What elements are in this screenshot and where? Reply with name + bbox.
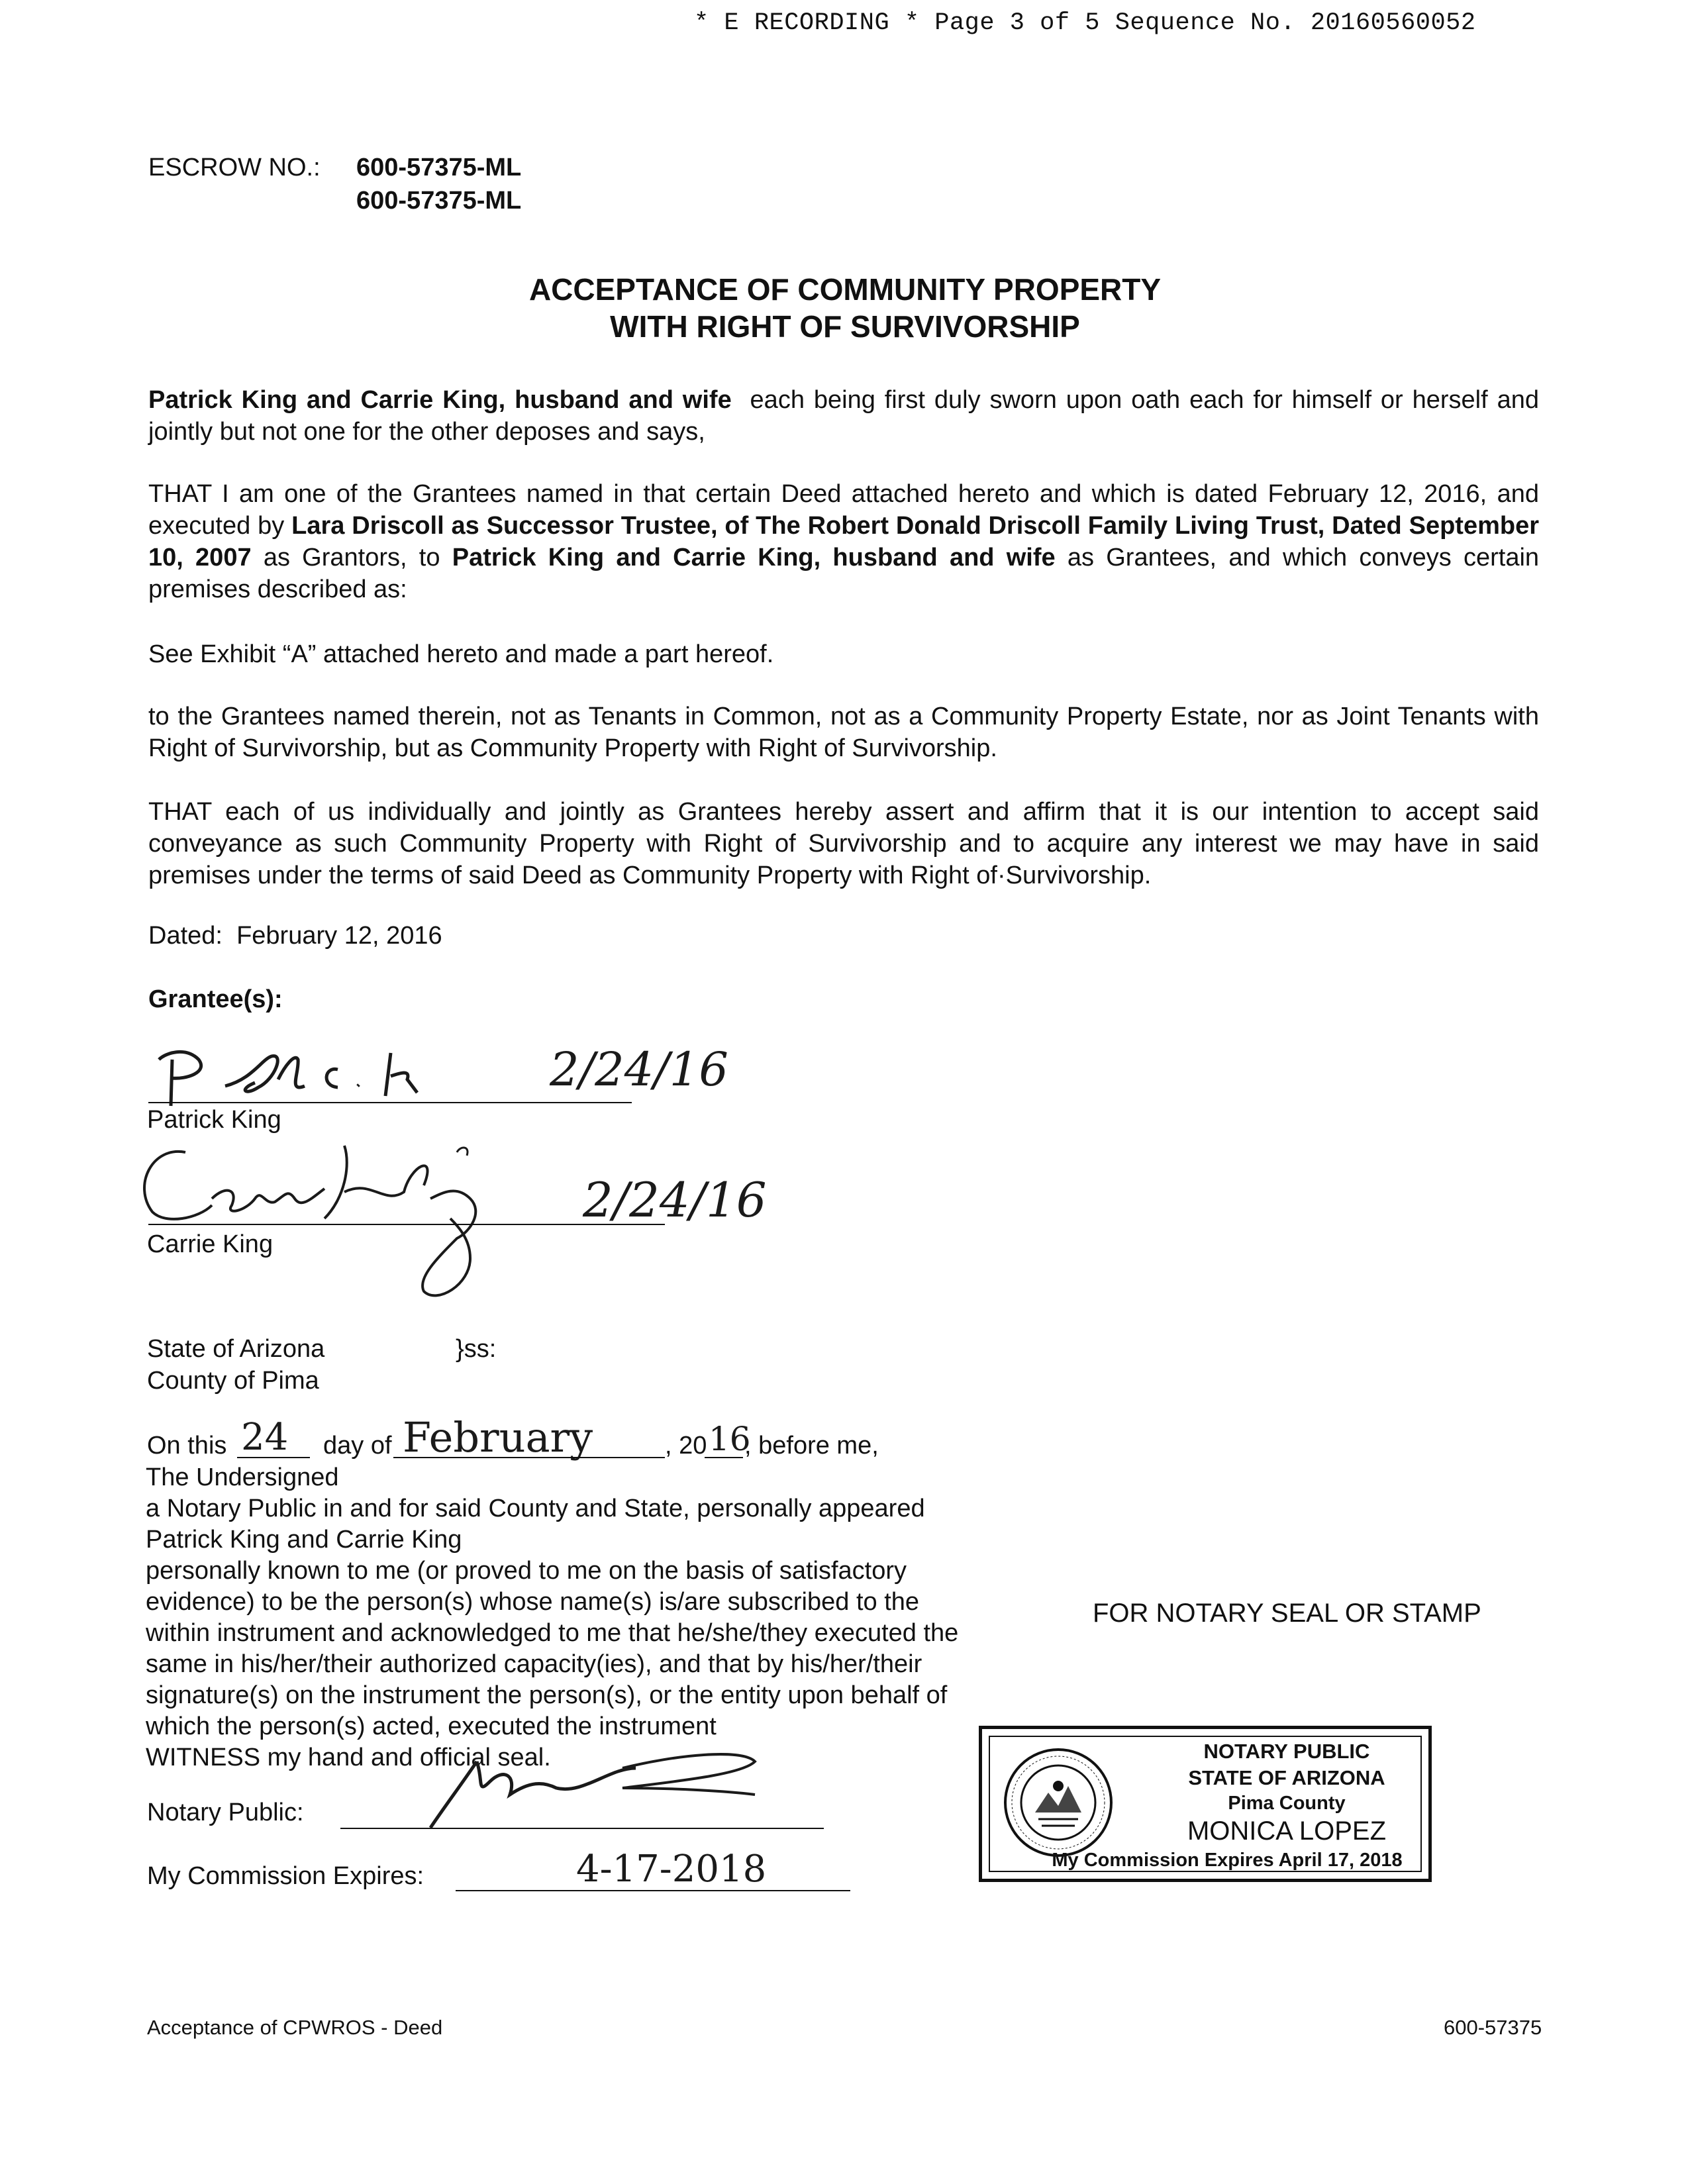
notary-signature-line <box>340 1828 824 1829</box>
stamp-line-5: My Commission Expires April 17, 2018 <box>1052 1850 1403 1871</box>
deed-text-2: as Grantors, to <box>263 544 440 571</box>
commission-expires-label: My Commission Expires: <box>147 1862 424 1890</box>
day-underline <box>237 1457 310 1458</box>
year-underline <box>705 1457 743 1458</box>
acknowledgment-day: 24 <box>241 1416 289 1459</box>
venue-ss: }ss: <box>456 1335 497 1363</box>
ack-line: evidence) to be the person(s) whose name(s) is/are subscribed to the <box>146 1588 920 1616</box>
stamp-line-4: MONICA LOPEZ <box>1187 1816 1387 1846</box>
ack-line: a Notary Public in and for said County and State, personally appeared <box>146 1495 925 1522</box>
oath-paragraph <box>148 384 1539 448</box>
patrick-signature-line <box>148 1102 632 1103</box>
dated-line: Dated: February 12, 2016 <box>148 922 442 950</box>
escrow-number-2: 600-57375-ML <box>356 187 522 215</box>
carrie-signature-date: 2/24/16 <box>583 1172 767 1228</box>
arizona-seal-icon <box>1002 1746 1115 1859</box>
document-title-line-2: WITH RIGHT OF SURVIVORSHIP <box>610 309 1080 344</box>
oath-text: each being first duly sworn upon oath each for himself or herself and jointly but not one for the other deposes and says, <box>148 386 1539 446</box>
footer-right: 600-57375 <box>1444 2016 1542 2039</box>
deed-text-1: THAT I am one of the Grantees named in that certain Deed attached hereto and which is dated February 12, 2016, and executed by <box>148 480 1539 540</box>
recording-header: * E RECORDING * Page 3 of 5 Sequence No. 20160560052 <box>694 9 1476 37</box>
carrie-signature-line <box>148 1224 665 1225</box>
escrow-number-1: 600-57375-ML <box>356 154 522 181</box>
commission-line <box>456 1890 850 1891</box>
exhibit-paragraph: See Exhibit “A” attached hereto and made a part hereof. <box>148 640 774 668</box>
day-of-label: day of <box>323 1432 392 1460</box>
ack-line: Patrick King and Carrie King <box>146 1526 462 1554</box>
ack-line: The Undersigned <box>146 1464 339 1491</box>
carrie-king-name: Carrie King <box>147 1230 273 1258</box>
notary-stamp <box>979 1726 1432 1882</box>
affirmation-paragraph: THAT each of us individually and jointly as Grantees hereby assert and affirm that it is our intention to accept said conveyance as such Community Property with Right of Survivorship and to acquire any interest we may have in said premises under the terms of said Deed as Community Property with Right of·Survivorship. <box>148 798 1539 889</box>
acknowledgment-month: February <box>403 1413 593 1462</box>
grantees-names-2: Patrick King and Carrie King, husband and wife <box>452 544 1056 571</box>
before-me-label: , before me, <box>744 1432 879 1460</box>
ack-line: within instrument and acknowledged to me that he/she/they executed the <box>146 1619 959 1647</box>
stamp-line-1: NOTARY PUBLIC <box>1203 1740 1370 1763</box>
notary-signature <box>424 1742 768 1834</box>
ack-line: signature(s) on the instrument the person(s), or the entity upon behalf of <box>146 1681 948 1709</box>
deed-paragraph <box>148 478 1539 605</box>
ack-line: which the person(s) acted, executed the instrument <box>146 1712 717 1740</box>
patrick-king-name: Patrick King <box>147 1106 281 1134</box>
stamp-line-2: STATE OF ARIZONA <box>1188 1766 1385 1789</box>
carrie-king-signature <box>126 1126 603 1305</box>
patrick-signature-date: 2/24/16 <box>550 1042 728 1097</box>
document-title-line-1: ACCEPTANCE OF COMMUNITY PROPERTY <box>528 272 1162 307</box>
month-underline <box>393 1457 665 1458</box>
commission-expires-date: 4-17-2018 <box>576 1848 767 1891</box>
grantors-names: Lara Driscoll as Successor Trustee, of The Robert Donald Driscoll Family Living Trust, Dated September 10, 2007 <box>148 512 1540 571</box>
footer-left: Acceptance of CPWROS - Deed <box>147 2016 443 2039</box>
tenancy-paragraph: to the Grantees named therein, not as Tenants in Common, not as a Community Property Estate, nor as Joint Tenants with Right of Survivorship, but as Community Property with Right of Survivorship. <box>148 703 1539 762</box>
ack-line: personally known to me (or proved to me on the basis of satisfactory <box>146 1557 907 1585</box>
deed-text-3: as Grantees, and which conveys certain premises described as: <box>148 544 1540 603</box>
on-this-label: On this <box>147 1432 227 1460</box>
escrow-label: ESCROW NO.: <box>148 154 321 181</box>
grantees-names: Patrick King and Carrie King, husband and wife <box>148 386 732 414</box>
stamp-line-3: Pima County <box>1228 1793 1346 1814</box>
seal-placeholder-label: FOR NOTARY SEAL OR STAMP <box>1093 1599 1481 1628</box>
venue-state: State of Arizona <box>147 1335 325 1363</box>
ack-line: same in his/her/their authorized capacity(ies), and that by his/her/their <box>146 1650 922 1678</box>
notary-public-label: Notary Public: <box>147 1799 304 1826</box>
acknowledgment-body <box>146 1462 1046 1773</box>
ack-line: WITNESS my hand and official seal. <box>146 1744 551 1771</box>
grantees-label: Grantee(s): <box>148 985 283 1013</box>
venue-county: County of Pima <box>147 1367 319 1395</box>
year-suffix: 16 <box>709 1420 751 1458</box>
year-prefix: , 20 <box>665 1432 707 1460</box>
